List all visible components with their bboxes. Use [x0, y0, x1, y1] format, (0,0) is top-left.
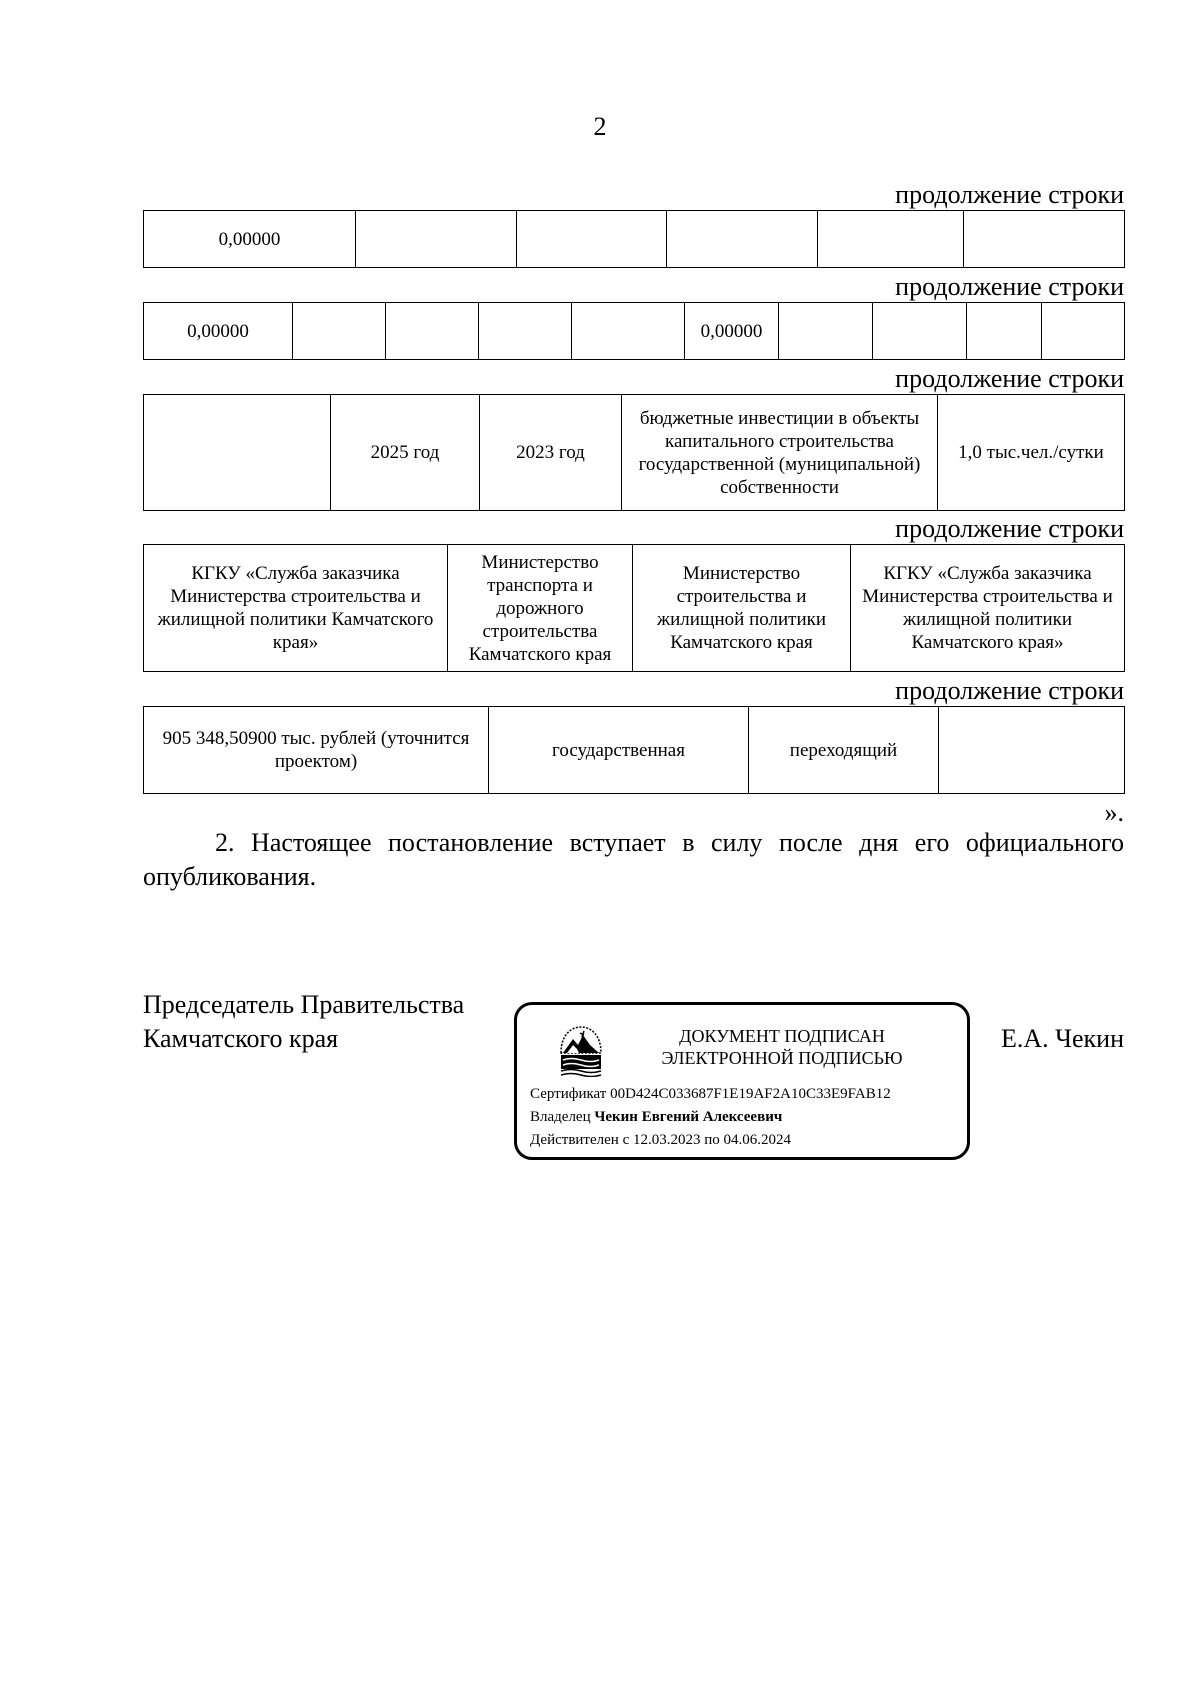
kamchatka-emblem-icon	[557, 1023, 605, 1077]
table-cell	[873, 303, 967, 360]
table-row	[143, 210, 1125, 268]
table-cell: Министерство транспорта и дорожного строительства Камчатского края	[448, 545, 633, 672]
clause-paragraph: 2. Настоящее постановление вступает в силу после дня его официального опубликования.	[143, 828, 1124, 891]
signer-title-line: Камчатского края	[143, 1024, 339, 1053]
table-cell: 0,00000	[144, 303, 293, 360]
table-row	[143, 706, 1125, 794]
certificate-value: 00D424C033687F1E19AF2A10C33E9FAB12	[610, 1086, 891, 1102]
table-cell: бюджетные инвестиции в объекты капитального строительства государственной (муниципальной) собственности	[622, 395, 938, 511]
table-cell	[479, 303, 572, 360]
stamp-validity	[530, 1131, 791, 1149]
table-cell: 2023 год	[480, 395, 622, 511]
table-cell: КГКУ «Служба заказчика Министерства строительства и жилищной политики Камчатского края»	[851, 545, 1125, 672]
stamp-owner	[530, 1108, 782, 1126]
table-cell	[818, 211, 964, 268]
table-cell: КГКУ «Служба заказчика Министерства строительства и жилищной политики Камчатского края»	[144, 545, 448, 672]
table-cell: 0,00000	[144, 211, 356, 268]
table-cell: 1,0 тыс.чел./сутки	[938, 395, 1125, 511]
valid-to-label: по	[704, 1132, 720, 1148]
table-cell: государственная	[489, 707, 749, 794]
signer-title-line: Председатель Правительства	[143, 990, 465, 1019]
table-cell	[293, 303, 386, 360]
continuation-label: продолжение строки	[895, 180, 1124, 209]
owner-label: Владелец	[530, 1109, 591, 1125]
owner-value: Чекин Евгений Алексеевич	[594, 1109, 783, 1125]
continuation-label: продолжение строки	[895, 364, 1124, 393]
continuation-label: продолжение строки	[895, 272, 1124, 301]
table-cell	[1042, 303, 1125, 360]
table-cell	[517, 211, 667, 268]
table-cell: 0,00000	[685, 303, 779, 360]
valid-from-label: с	[622, 1132, 630, 1148]
valid-label: Действителен	[530, 1132, 619, 1148]
table-cell: Министерство строительства и жилищной политики Камчатского края	[633, 545, 851, 672]
continuation-label: продолжение строки	[895, 676, 1124, 705]
table-cell: 2025 год	[331, 395, 480, 511]
table-cell	[144, 395, 331, 511]
table-cell: переходящий	[749, 707, 939, 794]
table-cell	[779, 303, 873, 360]
table-cell: 905 348,50900 тыс. рублей (уточнится проектом)	[144, 707, 489, 794]
continuation-label: продолжение строки	[895, 514, 1124, 543]
table-cell	[572, 303, 685, 360]
table-row	[143, 544, 1125, 672]
table-row	[143, 302, 1125, 360]
valid-to: 04.06.2024	[723, 1132, 792, 1148]
page-number: 2	[593, 112, 607, 141]
certificate-label: Сертификат	[530, 1086, 607, 1102]
electronic-signature-stamp	[514, 1002, 970, 1160]
table-cell	[964, 211, 1125, 268]
table-cell	[667, 211, 818, 268]
table-cell	[967, 303, 1042, 360]
stamp-heading-line: ЭЛЕКТРОННОЙ ПОДПИСЬЮ	[661, 1048, 903, 1068]
table-row	[143, 394, 1125, 511]
stamp-heading-line: ДОКУМЕНТ ПОДПИСАН	[679, 1026, 885, 1046]
table-cell	[386, 303, 479, 360]
closing-quote: ».	[1104, 798, 1124, 827]
valid-from: 12.03.2023	[632, 1132, 701, 1148]
stamp-heading	[617, 1025, 947, 1069]
signer-name: Е.А. Чекин	[1000, 1024, 1124, 1053]
stamp-certificate	[530, 1085, 891, 1103]
signer-title	[143, 988, 464, 1056]
table-cell	[939, 707, 1125, 794]
table-cell	[356, 211, 517, 268]
